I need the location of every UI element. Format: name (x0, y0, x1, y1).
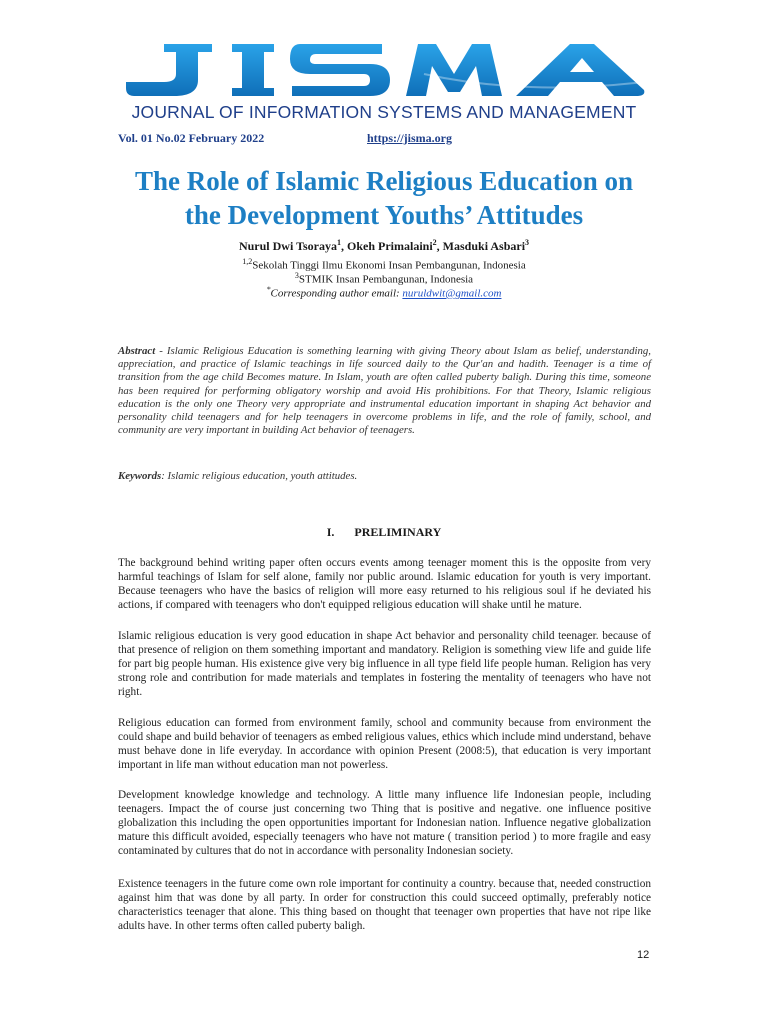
affiliation-sup: 3 (294, 271, 299, 280)
affiliation-sup: 1,2 (242, 257, 253, 266)
abstract-label: Abstract (118, 345, 156, 357)
author-name: Nurul Dwi Tsoraya (238, 239, 337, 253)
author-sup: 2 (432, 238, 437, 247)
author-sup: 1 (337, 238, 341, 247)
section-title: PRELIMINARY (354, 525, 442, 539)
section-heading (0, 525, 768, 540)
title-line-1: The Role of Islamic Religious Education on (134, 166, 634, 196)
title-line-2: the Development Youths’ Attitudes (184, 200, 584, 230)
author-name: Okeh Primalaini (347, 239, 433, 253)
journal-url-link[interactable]: https://jisma.org (367, 131, 452, 145)
keywords-text: : Islamic religious education, youth attitudes. (161, 470, 358, 482)
body-paragraph: Development knowledge knowledge and technology. A little many influence life Indonesian people, including teenagers. Impact the of course just concerning two Thing that is positive and negative. one influence positive globalization this including the open opportunities important for Indonesian nation. Influence negative globalization mature this difficult avoided, especially teenagers who have not mature ( transition period ) to more fragile and easy contaminated by cultures that do not in accordance with personality Indonesian society. (118, 789, 651, 857)
paper-title (60, 164, 708, 232)
body-paragraph: The background behind writing paper often occurs events among teenager moment this is the opposite from very harmful teachings of Islam for self alone, family nor public around. Islamic education for youth is very important. Because teenagers who have the basics of religion will more easy returned to his religious soul if he deviated his actions, if compared with teenagers who don't equipped religious education will shake until he mature. (118, 557, 651, 611)
journal-name: JOURNAL OF INFORMATION SYSTEMS AND MANAGEMENT (131, 102, 637, 122)
page-number: 12 (637, 949, 650, 961)
keywords-label: Keywords (118, 470, 162, 482)
asterisk-sup: * (266, 285, 271, 294)
body-paragraph: Religious education can formed from environment family, school and community because from environment the could shape and build behavior of teenagers as embed religious values, ethics which include mind understand, behave must behave done in life everyday. In accordance with opinion Present (2008:5), that education is very important important in life man without education man not powerless. (118, 717, 651, 771)
affiliation-text: Sekolah Tinggi Ilmu Ekonomi Insan Pembangunan, Indonesia (252, 259, 526, 272)
affiliation-text: STMIK Insan Pembangunan, Indonesia (298, 273, 474, 286)
keywords (118, 470, 357, 482)
corresponding-label: Corresponding author email: (270, 287, 403, 300)
author-sup: 3 (525, 238, 530, 247)
abstract (118, 345, 651, 437)
body-paragraph: Existence teenagers in the future come own role important for continuity a country. because that, needed construction against him that was done by all party. In order for construction this could succeed optimally, preferably notice characteristics teenager that alone. This thing based on thought that teenager own properties that have not ripe like adults have. In other terms often called puberty baligh. (118, 878, 651, 932)
section-number: I. (326, 525, 335, 539)
author-name: Masduki Asbari (442, 239, 526, 253)
author-list: Nurul Dwi Tsoraya$^1$, Okeh Primalaini$^2$, Masduki Asbari$^3$ (238, 238, 530, 253)
abstract-text: - Islamic Religious Education is something learning with giving Theory about Islam as belief, understanding, appreciation, and practice of Islamic teachings in life sourced daily to the Qur'an and hadith. Teenager is a time of transition from the age child Becomes mature. In Islam, youth are often called puberty baligh. During this time, someone has been required for performing obligatory worship and avoid His prohibitions. For that Theory, Islamic religious education is the only one Theory very appropriate and instrumental education important in shaping Act behavior and personality child teenagers and for help teenagers in overcome problems in life, and the role of family, school, and community are very important in building Act behavior of teenagers. (118, 345, 651, 437)
volume-info: Vol. 01 No.02 February 2022 (118, 131, 265, 145)
corresponding-author (0, 283, 768, 301)
corresponding-email-link[interactable]: nuruldwit@gmail.com (402, 287, 502, 300)
jisma-logo (124, 38, 648, 100)
body-paragraph: Islamic religious education is very good education in shape Act behavior and personality child teenager. because of that presence of religion on them something important and mandatory. Religion is something view life and guide life for part big people human. His existence give very big influence in all type field life people human. Religion has very strong role and contribution for made materials and templates in fostering the mentality of teenagers who have not right. (118, 630, 651, 698)
